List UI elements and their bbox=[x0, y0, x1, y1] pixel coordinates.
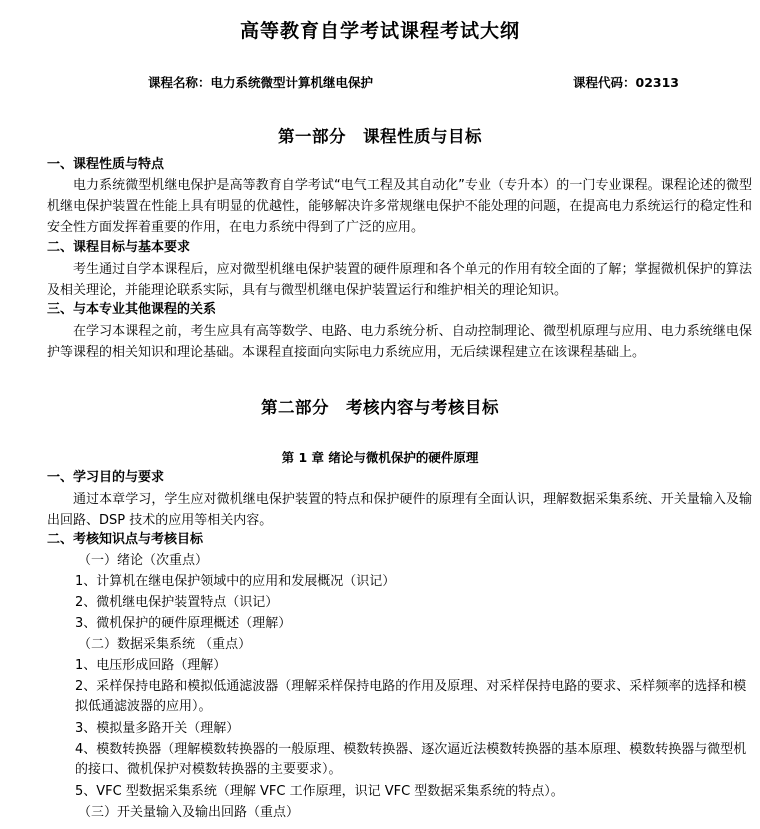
course-name: 课程名称：电力系统微型计算机继电保护 bbox=[148, 75, 374, 90]
part1-section1-text: 电力系统微型机继电保护是高等教育自学考试“电气工程及其自动化”专业（专升本）的一门专业课程。课程论述的微型机继电保护装置在性能上具有明显的优越性，能够解决许多常规继电保护不能处理的问题，在提高电力系统运行的稳定性和安全性方面发挥着重要的作用，在电力系统中得到了广泛的应用。 bbox=[47, 178, 752, 235]
list-item: 2、微机继电保护装置特点（识记） bbox=[75, 595, 279, 610]
part1-section2-heading: 二、课程目标与基本要求 bbox=[47, 240, 191, 255]
list-item: 1、电压形成回路（理解） bbox=[75, 658, 227, 673]
part1-section1-heading: 一、课程性质与特点 bbox=[47, 157, 165, 172]
list-item: 1、计算机在继电保护领域中的应用和发展概况（识记） bbox=[75, 574, 396, 589]
document-title: 高等教育自学考试课程考试大纲 bbox=[239, 20, 520, 42]
group3-heading: （三）开关量输入及输出回路（重点） bbox=[78, 805, 300, 820]
chapter1-title: 第 1 章 绪论与微机保护的硬件原理 bbox=[281, 450, 479, 465]
list-item: 2、采样保持电路和模拟低通滤波器（理解采样保持电路的作用及原理、对采样保持电路的要求、采样频率的选择和模拟低通滤波器的应用）。 bbox=[75, 679, 747, 714]
list-item: 3、模拟量多路开关（理解） bbox=[75, 721, 240, 736]
part2-section2-heading: 二、考核知识点与考核目标 bbox=[47, 532, 204, 547]
part1-section3-heading: 三、与本专业其他课程的关系 bbox=[47, 302, 217, 317]
list-item: 3、微机保护的硬件原理概述（理解） bbox=[75, 616, 292, 631]
list-item: 4、模数转换器（理解模数转换器的一般原理、模数转换器、逐次逼近法模数转换器的基本原理、模数转换器与微型机的接口、微机保护对模数转换器的主要要求）。 bbox=[75, 742, 747, 777]
part2-section1-heading: 一、学习目的与要求 bbox=[47, 470, 165, 485]
part1-section3-text: 在学习本课程之前，考生应具有高等数学、电路、电力系统分析、自动控制理论、微型机原理与应用、电力系统继电保护等课程的相关知识和理论基础。本课程直接面向实际电力系统应用，无后续课程建立在该课程基础上。 bbox=[47, 324, 752, 360]
part2-title: 第二部分 考核内容与考核目标 bbox=[261, 398, 499, 417]
part1-title: 第一部分 课程性质与目标 bbox=[278, 127, 482, 146]
group1-heading: （一）绪论（次重点） bbox=[78, 553, 209, 568]
list-item: 5、VFC 型数据采集系统（理解 VFC 工作原理，识记 VFC 型数据采集系统的特点）。 bbox=[75, 784, 564, 799]
group2-heading: （二）数据采集系统 （重点） bbox=[78, 637, 252, 652]
part1-section2-text: 考生通过自学本课程后，应对微型机继电保护装置的硬件原理和各个单元的作用有较全面的了解；掌握微机保护的算法及相关理论，并能理论联系实际，具有与微型机继电保护装置运行和维护相关的理论知识。 bbox=[47, 262, 752, 298]
part2-section1-text: 通过本章学习，学生应对微机继电保护装置的特点和保护硬件的原理有全面认识，理解数据采集系统、开关量输入及输出回路、DSP 技术的应用等相关内容。 bbox=[47, 492, 752, 528]
course-code: 课程代码：02313 bbox=[573, 75, 679, 90]
